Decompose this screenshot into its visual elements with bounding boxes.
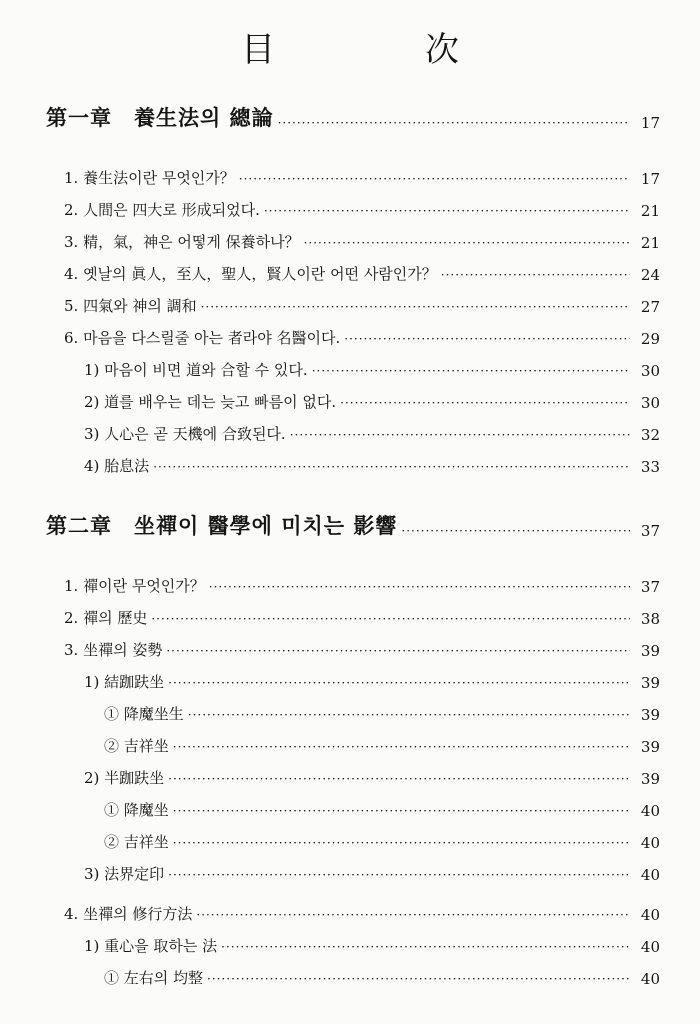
- toc-item: [0, 928, 700, 956]
- dot-leader: [344, 330, 630, 348]
- page-number: 39: [640, 642, 660, 660]
- page-number: 39: [640, 674, 660, 692]
- toc-item: [0, 192, 700, 220]
- dot-leader: [173, 802, 630, 820]
- page-number: 32: [640, 426, 660, 444]
- item-label: 2) 道를 배우는 데는 늦고 빠름이 없다.: [84, 393, 337, 411]
- page-number: 21: [640, 234, 660, 252]
- item-label: 4) 胎息法: [84, 457, 150, 475]
- page-number: 27: [640, 298, 660, 316]
- dot-leader: [201, 298, 630, 316]
- item-label: 2) 半跏趺坐: [84, 769, 165, 787]
- dot-leader: [278, 114, 630, 132]
- item-label: 5. 四氣와 神의 調和: [64, 297, 197, 315]
- dot-leader: [173, 738, 630, 756]
- dot-leader: [168, 770, 630, 788]
- dot-leader: [168, 866, 630, 884]
- dot-leader: [239, 170, 630, 188]
- page-number: 40: [640, 802, 660, 820]
- page-number: 40: [640, 970, 660, 988]
- item-label: 3) 法界定印: [84, 865, 165, 883]
- page-number: 24: [640, 266, 660, 284]
- toc-item: [0, 856, 700, 884]
- dot-leader: [196, 906, 630, 924]
- page-number: 38: [640, 610, 660, 628]
- toc-item: [0, 320, 700, 348]
- item-label: 3. 坐禪의 姿勢: [64, 641, 163, 659]
- toc-item: [0, 384, 700, 412]
- dot-leader: [401, 522, 630, 540]
- page-number: 37: [640, 578, 660, 596]
- item-label: ① 降魔坐生: [104, 705, 184, 723]
- dot-leader: [173, 834, 630, 852]
- item-label: ① 左右의 均整: [104, 969, 204, 987]
- item-label: ① 降魔坐: [104, 801, 169, 819]
- dot-leader: [264, 202, 630, 220]
- item-label: 4. 옛날의 眞人，至人，聖人，賢人이란 어떤 사람인가？: [64, 265, 437, 283]
- dot-leader: [207, 970, 630, 988]
- page-number: 30: [640, 394, 660, 412]
- dot-leader: [151, 610, 630, 628]
- dot-leader: [168, 674, 630, 692]
- item-label: 2. 禪의 歷史: [64, 609, 148, 627]
- item-label: ② 吉祥坐: [104, 737, 169, 755]
- dot-leader: [304, 234, 630, 252]
- toc-item: [0, 896, 700, 924]
- item-label: 1) 結跏趺坐: [84, 673, 165, 691]
- page-number: 39: [640, 770, 660, 788]
- item-label: 1) 마음이 비면 道와 合할 수 있다.: [84, 361, 308, 379]
- dot-leader: [441, 266, 630, 284]
- page-number: 40: [640, 866, 660, 884]
- toc-item: [0, 760, 700, 788]
- page-title: 目 次: [241, 30, 517, 70]
- toc-item: [0, 792, 700, 820]
- item-label: 4. 坐禪의 修行方法: [64, 905, 193, 923]
- item-label: 3) 人心은 곧 天機에 合致된다.: [84, 425, 286, 443]
- page-number: 39: [640, 706, 660, 724]
- toc-item: [0, 224, 700, 252]
- page-number: 39: [640, 738, 660, 756]
- item-label: 1) 重心을 取하는 法: [84, 937, 218, 955]
- page-number: 17: [640, 170, 660, 188]
- dot-leader: [340, 394, 630, 412]
- page-number: 17: [640, 114, 660, 132]
- page-number: 40: [640, 938, 660, 956]
- page-number: 21: [640, 202, 660, 220]
- toc-item: [0, 416, 700, 444]
- toc-item: [0, 824, 700, 852]
- toc-item: [0, 256, 700, 284]
- dot-leader: [209, 578, 630, 596]
- chapter-title: 第二章 坐禪이 醫學에 미치는 影響: [46, 513, 398, 538]
- dot-leader: [312, 362, 630, 380]
- page-number: 40: [640, 834, 660, 852]
- page-number: 29: [640, 330, 660, 348]
- item-label: 1. 養生法이란 무엇인가？: [64, 169, 235, 187]
- chapter-1-heading: [0, 104, 700, 132]
- toc-item: [0, 632, 700, 660]
- toc-item: [0, 960, 700, 988]
- page-number: 40: [640, 906, 660, 924]
- dot-leader: [153, 458, 630, 476]
- page-number: 33: [640, 458, 660, 476]
- page-number: 37: [640, 522, 660, 540]
- toc-item: [0, 448, 700, 476]
- dot-leader: [188, 706, 630, 724]
- toc-item: [0, 288, 700, 316]
- toc-item: [0, 696, 700, 724]
- toc-item: [0, 664, 700, 692]
- page-number: 30: [640, 362, 660, 380]
- item-label: 1. 禪이란 무엇인가？: [64, 577, 205, 595]
- dot-leader: [221, 938, 630, 956]
- dot-leader: [166, 642, 630, 660]
- chapter-title: 第一章 養生法의 總論: [46, 105, 274, 130]
- toc-item: [0, 352, 700, 380]
- item-label: ② 吉祥坐: [104, 833, 169, 851]
- chapter-2-heading: [0, 512, 700, 540]
- toc-item: [0, 728, 700, 756]
- toc-item: [0, 600, 700, 628]
- dot-leader: [290, 426, 630, 444]
- toc-item: [0, 568, 700, 596]
- item-label: 6. 마음을 다스릴줄 아는 者라야 名醫이다.: [64, 329, 341, 347]
- item-label: 3. 精，氣，神은 어떻게 保養하나？: [64, 233, 300, 251]
- item-label: 2. 人間은 四大로 形成되었다.: [64, 201, 260, 219]
- toc-item: [0, 160, 700, 188]
